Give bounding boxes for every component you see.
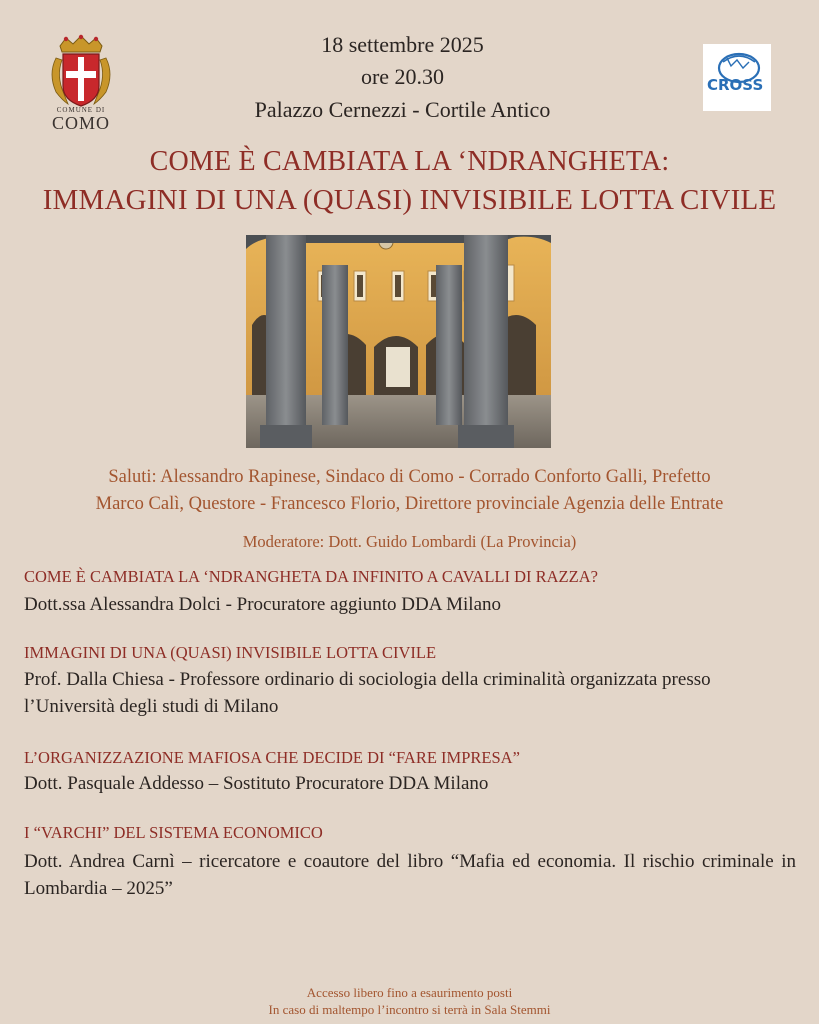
logo-caption-small: COMUNE DI [56,106,106,114]
footer-access-note: Accesso libero fino a esaurimento posti [306,985,513,1000]
courtyard-photo [246,235,551,448]
session-2-title: IMMAGINI DI UNA (QUASI) INVISIBILE LOTTA CIVILE [24,643,437,662]
session-4-title: I “VARCHI” DEL SISTEMA ECONOMICO [24,823,323,842]
session-3-speaker: Dott. Pasquale Addesso – Sostituto Procuratore DDA Milano [24,773,489,794]
session-1-speaker: Dott.ssa Alessandra Dolci - Procuratore aggiunto DDA Milano [24,594,502,615]
comune-di-como-logo [46,34,116,132]
footer-weather-note: In caso di maltempo l’incontro si terrà in Sala Stemmi [268,1002,551,1017]
greetings-line-2: Marco Calì, Questore - Francesco Florio, Direttore provinciale Agenzia delle Entrate [95,494,724,514]
session-2-speaker: Prof. Dalla Chiesa - Professore ordinario di sociologia della criminalità organizzata presso l’Università degli studi di Milano [24,669,711,717]
palazzo-courtyard-image [246,235,551,448]
cross-logo-text: CROSS [707,76,764,94]
event-place: Palazzo Cernezzi - Cortile Antico [254,97,551,122]
session-4-speaker: Dott. Andrea Carnì – ricercatore e coautore del libro “Mafia ed economia. Il rischio criminale in Lombardia – 2025” [24,851,796,899]
event-time: ore 20.30 [360,64,445,89]
cross-logo [703,44,771,111]
event-title-line-1: COME È CAMBIATA LA ‘NDRANGHETA: [149,146,670,177]
greetings-line-1: Saluti: Alessandro Rapinese, Sindaco di Como - Corrado Conforto Galli, Prefetto [108,467,711,487]
event-title-line-2: IMMAGINI DI UNA (QUASI) INVISIBILE LOTTA CIVILE [42,184,777,216]
event-date: 18 settembre 2025 [321,32,484,57]
session-1-title: COME È CAMBIATA LA ‘NDRANGHETA DA INFINITO A CAVALLI DI RAZZA? [24,567,598,586]
logo-caption-como: COMO [51,113,110,133]
moderator: Moderatore: Dott. Guido Lombardi (La Provincia) [242,532,577,551]
session-3-title: L’ORGANIZZAZIONE MAFIOSA CHE DECIDE DI “FARE IMPRESA” [24,748,520,767]
